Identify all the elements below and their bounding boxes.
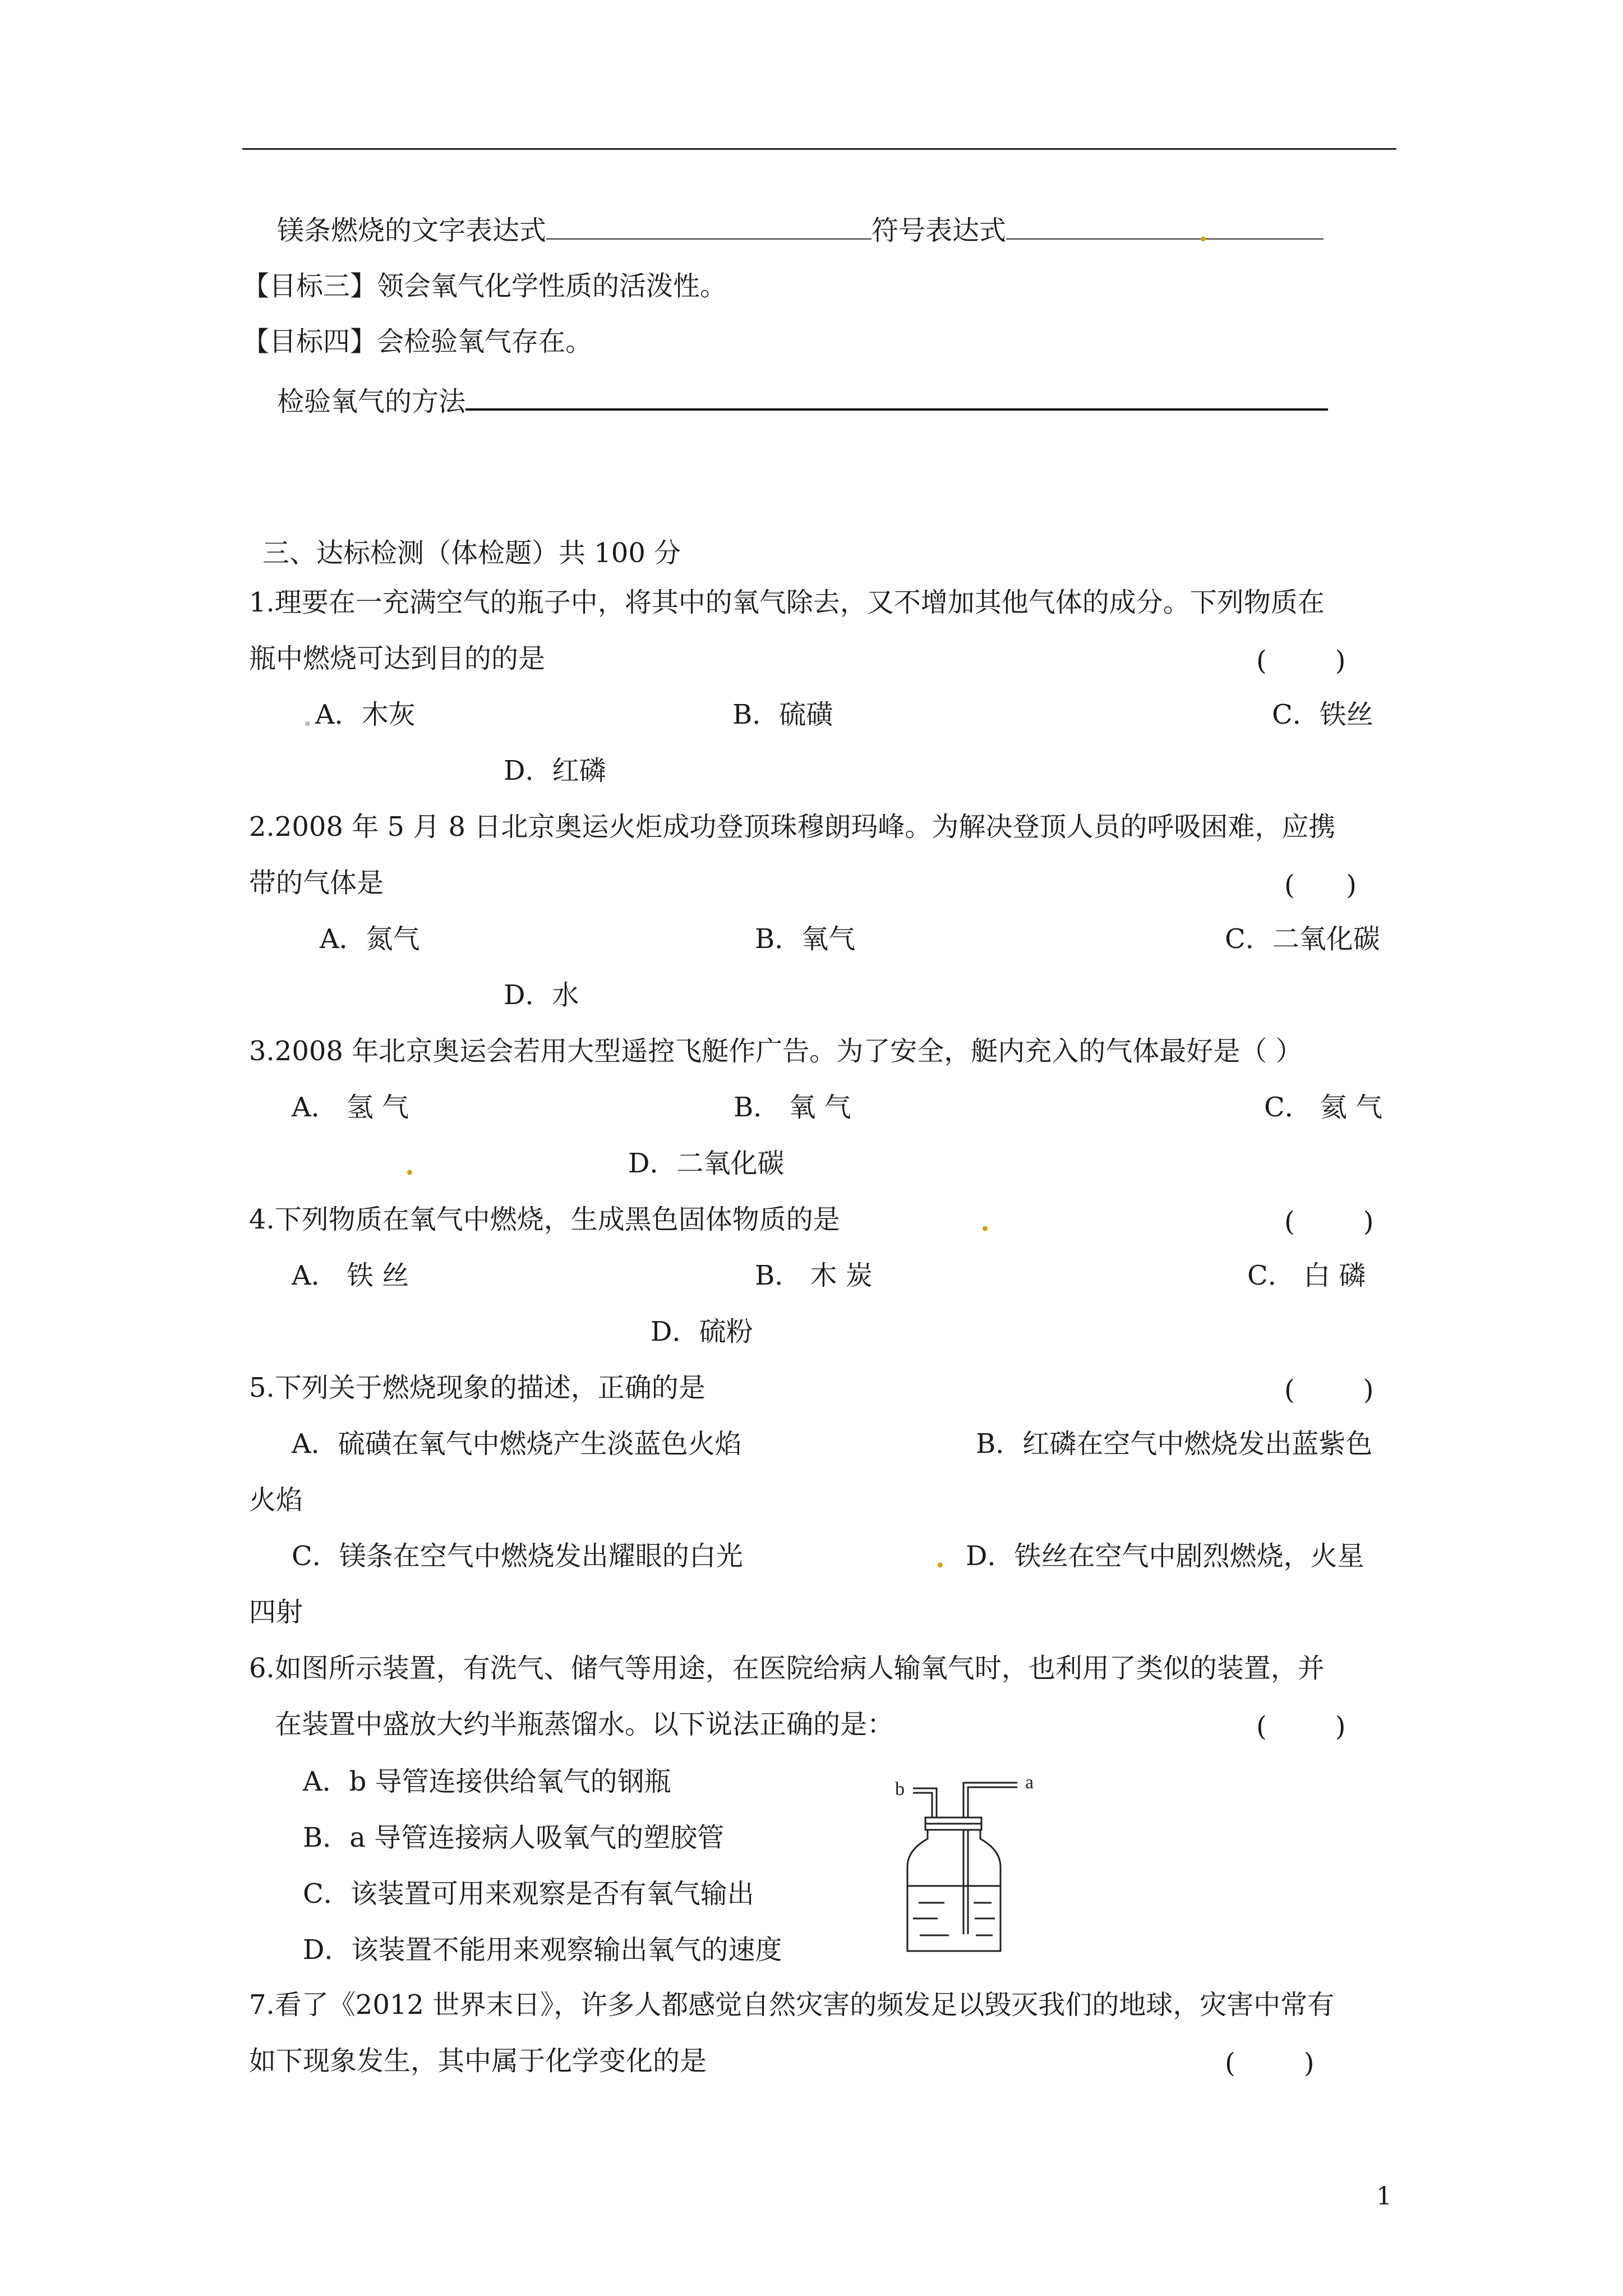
q1-option-a[interactable]: A．木灰 [315, 699, 416, 730]
symbol-equation-blank[interactable] [1006, 216, 1324, 240]
marker-dot: . [980, 1206, 990, 1237]
q3-option-d[interactable]: D．二氧化碳 [628, 1148, 785, 1179]
symbol-label: 符号表达式 [872, 215, 1007, 246]
q6-option-a[interactable]: A．b 导管连接供给氧气的钢瓶 [303, 1766, 671, 1797]
mg-label: 镁条燃烧的文字表达式 [277, 215, 547, 246]
marker-dot: . [405, 1150, 414, 1181]
header-rule [242, 148, 1396, 150]
q5-option-b-cont: 火焰 [249, 1484, 303, 1516]
q3-option-c[interactable]: C． 氦 气 [1264, 1092, 1383, 1123]
q7-stem-line1: 7.看了《2012 世界末日》，许多人都感觉自然灾害的频发足以毁灭我们的地球，灾害中常有 [249, 1989, 1335, 2021]
page-number: 1 [1376, 2182, 1392, 2211]
q2-option-d[interactable]: D．水 [504, 979, 579, 1011]
q5-option-c[interactable]: C．镁条在空气中燃烧发出耀眼的白光 [292, 1540, 743, 1572]
q5-option-b[interactable]: B．红磷在空气中燃烧发出蓝紫色 [976, 1428, 1373, 1460]
marker-dot: . [1198, 217, 1208, 248]
q3-option-a[interactable]: A． 氢 气 [292, 1092, 409, 1123]
marker-dot: . [935, 1543, 945, 1574]
q2-option-c[interactable]: C．二氧化碳 [1225, 923, 1380, 955]
q6-option-b[interactable]: B．a 导管连接病人吸氧气的塑胶管 [303, 1822, 725, 1853]
q4-answer-paren[interactable]: ( ) [1284, 1206, 1374, 1237]
q5-option-d-cont: 四射 [249, 1596, 303, 1628]
figure-label-b: b [895, 1779, 905, 1800]
mg-equation-line [277, 216, 1324, 244]
q6-answer-paren[interactable]: ( ) [1256, 1711, 1346, 1742]
q7-stem-line2: 如下现象发生，其中属于化学变化的是 [249, 2045, 707, 2077]
q6-option-d[interactable]: D．该装置不能用来观察输出氧气的速度 [303, 1934, 782, 1966]
test-method-blank[interactable] [465, 386, 1328, 411]
word-equation-blank[interactable] [546, 216, 872, 240]
marker-dot: . [303, 701, 312, 733]
q4-option-b[interactable]: B． 木 炭 [755, 1260, 873, 1291]
q5-stem-line1: 5.下列关于燃烧现象的描述，正确的是 [249, 1372, 706, 1404]
q4-option-c[interactable]: C． 白 磷 [1247, 1260, 1366, 1291]
q6-stem-line2: 在装置中盛放大约半瓶蒸馏水。以下说法正确的是： [275, 1709, 895, 1740]
q7-answer-paren[interactable]: ( ) [1225, 2047, 1315, 2079]
q1-option-c[interactable]: C．铁丝 [1272, 699, 1373, 730]
test-method-label: 检验氧气的方法 [277, 386, 466, 417]
gas-washing-bottle-figure [891, 1766, 1081, 1957]
q3-stem-line1: 3.2008 年北京奥运会若用大型遥控飞艇作广告。为了安全，艇内充入的气体最好是（ ） [249, 1036, 1303, 1067]
test-method-line [277, 386, 1328, 415]
q2-option-a[interactable]: A．氮气 [320, 923, 420, 955]
q2-stem-line1: 2.2008 年 5 月 8 日北京奥运火炬成功登顶珠穆朗玛峰。为解决登顶人员的呼吸困难，应携 [249, 811, 1336, 843]
q4-option-a[interactable]: A． 铁 丝 [292, 1260, 409, 1291]
q4-stem-line1: 4.下列物质在氧气中燃烧，生成黑色固体物质的是 [249, 1204, 840, 1235]
q1-option-b[interactable]: B．硫磺 [732, 699, 833, 730]
q1-stem-line1: 1.理要在一充满空气的瓶子中，将其中的氧气除去，又不增加其他气体的成分。下列物质在 [249, 587, 1325, 618]
section-title: 三、达标检测（体检题）共 100 分 [262, 537, 681, 569]
q5-answer-paren[interactable]: ( ) [1284, 1374, 1374, 1406]
q4-option-d[interactable]: D．硫粉 [651, 1316, 753, 1347]
q1-option-d[interactable]: D．红磷 [504, 755, 606, 786]
q1-answer-paren[interactable]: ( ) [1256, 645, 1346, 677]
figure-label-a: a [1025, 1772, 1034, 1793]
goal-3: 【目标三】领会氧气化学性质的活泼性。 [242, 270, 727, 302]
q5-option-a[interactable]: A．硫磺在氧气中燃烧产生淡蓝色火焰 [292, 1428, 742, 1460]
q3-option-b[interactable]: B． 氧 气 [734, 1092, 851, 1123]
q2-option-b[interactable]: B．氧气 [755, 923, 856, 955]
q1-stem-line2: 瓶中燃烧可达到目的的是 [249, 643, 546, 674]
q6-stem-line1: 6.如图所示装置，有洗气、储气等用途，在医院给病人输氧气时，也利用了类似的装置，并 [249, 1653, 1325, 1684]
q2-answer-paren[interactable]: ( ) [1284, 869, 1357, 901]
q6-option-c[interactable]: C．该装置可用来观察是否有氧气输出 [303, 1878, 754, 1910]
goal-4: 【目标四】会检验氧气存在。 [242, 326, 593, 357]
q5-option-d[interactable]: D．铁丝在空气中剧烈燃烧，火星 [966, 1540, 1364, 1572]
q2-stem-line2: 带的气体是 [249, 867, 384, 899]
